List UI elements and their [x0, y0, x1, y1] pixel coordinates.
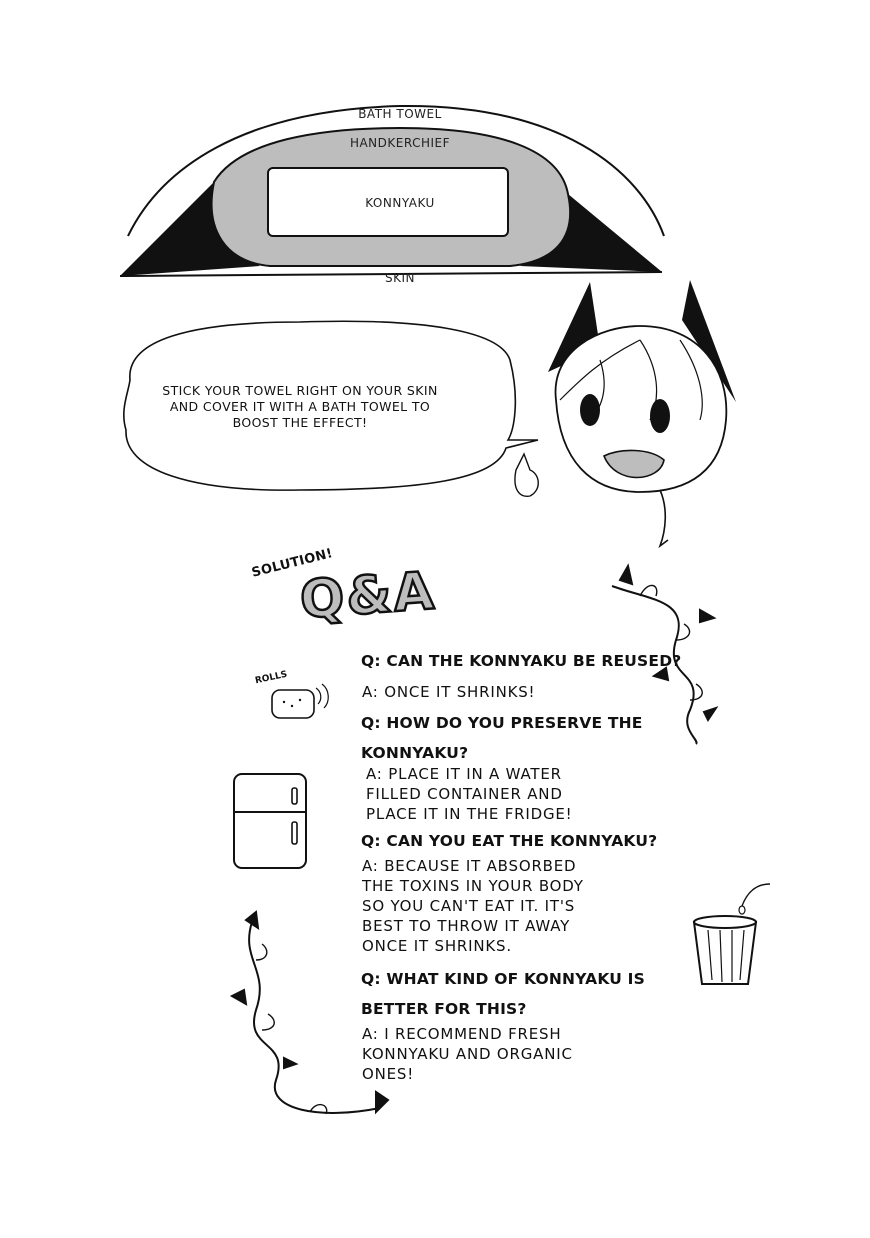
question-text: Q: WHAT KIND OF KONNYAKU IS — [361, 970, 645, 988]
answer-4 — [362, 1024, 573, 1084]
question-4 — [361, 964, 645, 1024]
rolls-label: ROLLS — [254, 669, 289, 687]
chibi-character — [515, 280, 736, 546]
solution-label: SOLUTION! — [250, 546, 335, 581]
question-3 — [361, 832, 657, 850]
answer-2 — [366, 764, 572, 824]
hair-tail — [660, 490, 668, 546]
eye-right — [650, 399, 670, 433]
answer-text: PLACE IT IN THE FRIDGE! — [366, 805, 573, 823]
answer-text: FILLED CONTAINER AND — [366, 785, 563, 803]
question-text: BETTER FOR THIS? — [361, 1000, 527, 1018]
towel-diagram — [120, 106, 664, 276]
question-2 — [361, 708, 643, 768]
question-text: Q: CAN THE KONNYAKU BE REUSED? — [361, 652, 682, 670]
konnyaku-label: KONNYAKU — [365, 196, 435, 210]
answer-text: THE TOXINS IN YOUR BODY — [362, 877, 584, 895]
fridge-icon — [234, 774, 306, 868]
answer-text: A: I RECOMMEND FRESH — [362, 1025, 562, 1043]
answer-text: BEST TO THROW IT AWAY — [362, 917, 571, 935]
pointing-hand — [515, 454, 538, 496]
trash-can-icon — [694, 884, 770, 984]
bath-towel-label: BATH TOWEL — [358, 107, 442, 121]
bubble-line: BOOST THE EFFECT! — [232, 415, 368, 430]
bubble-line: STICK YOUR TOWEL RIGHT ON YOUR SKIN — [162, 383, 438, 398]
handkerchief-label: HANDKERCHIEF — [349, 136, 451, 150]
answer-3 — [362, 856, 584, 956]
question-text: Q: HOW DO YOU PRESERVE THE — [361, 714, 643, 732]
qa-title: Q&A — [298, 561, 438, 631]
skin-label: SKIN — [384, 271, 415, 285]
answer-text: A: PLACE IT IN A WATER — [366, 765, 562, 783]
answer-text: KONNYAKU AND ORGANIC — [362, 1045, 573, 1063]
question-text: KONNYAKU? — [361, 744, 469, 762]
answer-text: ONES! — [362, 1065, 415, 1083]
answer-text: ONCE IT SHRINKS. — [362, 937, 512, 955]
answer-text: SO YOU CAN'T EAT IT. IT'S — [362, 897, 576, 915]
eye-left — [580, 394, 600, 426]
answer-text: A: ONCE IT SHRINKS! — [362, 683, 536, 701]
speech-bubble-text — [150, 383, 450, 431]
answer-1 — [362, 682, 535, 702]
rolling-konnyaku-icon — [272, 684, 328, 718]
answer-text: A: BECAUSE IT ABSORBED — [362, 857, 577, 875]
question-1 — [361, 652, 681, 670]
bubble-line: AND COVER IT WITH A BATH TOWEL TO — [169, 399, 431, 414]
question-text: Q: CAN YOU EAT THE KONNYAKU? — [361, 832, 658, 850]
